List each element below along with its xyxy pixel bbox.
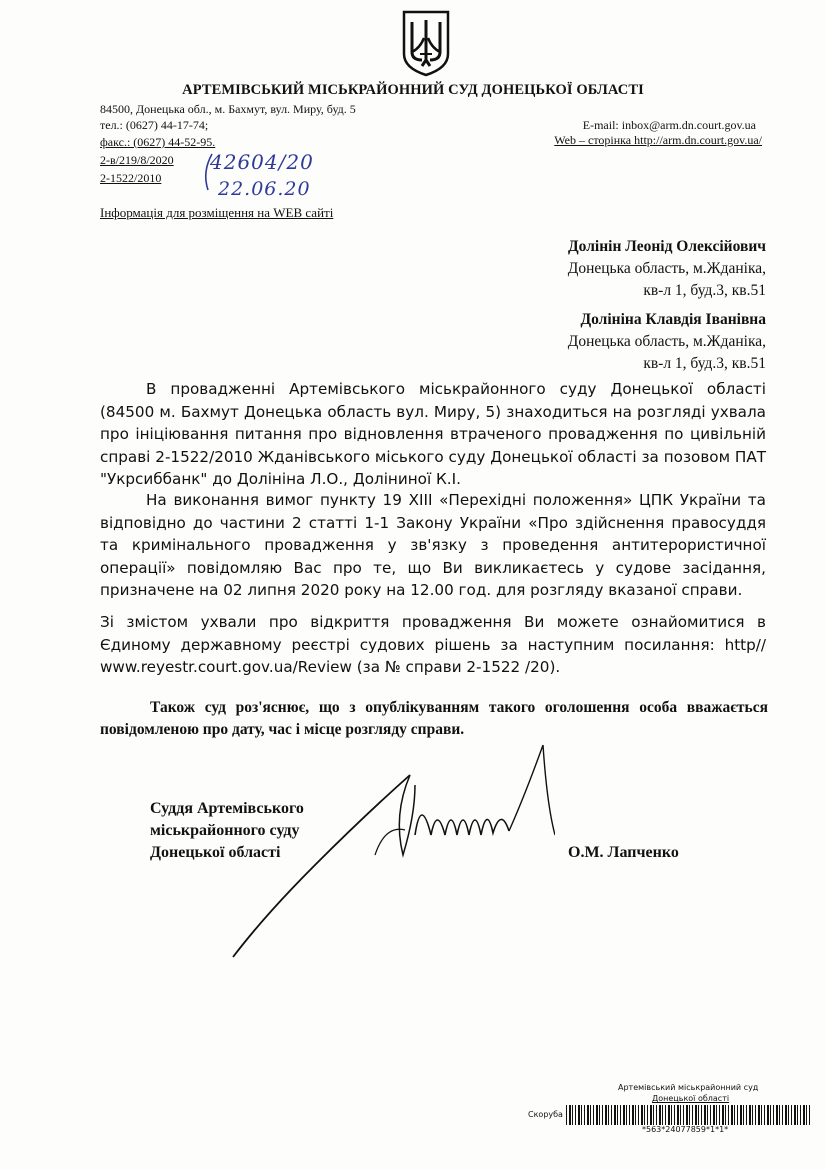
barcode bbox=[566, 1105, 810, 1125]
body-paragraph-3: Зі змістом ухвали про відкриття провадження Ви можете ознайомитися в Єдиному державному реєстрі судових рішень за наступним посилання: http// www.reyestr.court.gov.ua/Review (за № справи 2-1522 /20). bbox=[100, 613, 766, 676]
coat-of-arms-icon bbox=[400, 8, 452, 78]
court-phone: тел.: (0627) 44-17-74; bbox=[100, 118, 209, 132]
court-fax: факс.: (0627) 44-52-95. bbox=[100, 135, 216, 149]
stamp-court-line2: Донецької області bbox=[652, 1094, 730, 1103]
body-paragraph-1: В провадженні Артемівського міськрайонного суду Донецької області (84500 м. Бахмут Донецька область вул. Миру, 5) знаходиться на розгляді ухвала про ініціювання питання про відновлення втраченого провадження по цивільній справі 2-1522/2010 Жданівського міського суду Донецької області за позовом ПАТ "Укрсиббанк" до Долініна Л.О., Доліниної К.І. bbox=[100, 380, 766, 488]
recipient-1 bbox=[568, 236, 766, 302]
court-name: АРТЕМІВСЬКИЙ МІСЬКРАЙОННИЙ СУД ДОНЕЦЬКОЇ ОБЛАСТІ bbox=[182, 82, 644, 98]
signature-title-line3: Донецької області bbox=[150, 844, 281, 861]
info-note: Інформація для розміщення на WEB сайті bbox=[100, 205, 334, 220]
recipient-1-name: Долінін Леонід Олексійович bbox=[568, 238, 766, 255]
recipient-2-address-line2: кв-л 1, буд.3, кв.51 bbox=[643, 355, 766, 372]
handwritten-signature-icon bbox=[225, 735, 555, 965]
signature-title-line1: Суддя Артемівського bbox=[150, 800, 304, 817]
stamp-label: Скоруба bbox=[528, 1110, 563, 1119]
recipient-2 bbox=[568, 309, 766, 375]
signature-title-line2: міськрайонного суду bbox=[150, 822, 300, 839]
barcode-code: *563*24077859*1*1* bbox=[642, 1125, 729, 1134]
ref-number-2: 2-1522/2010 bbox=[100, 171, 162, 185]
handwritten-bracket-icon bbox=[198, 152, 218, 192]
court-web: Web – сторінка http://arm.dn.court.gov.ua/ bbox=[554, 133, 762, 147]
court-email: E-mail: inbox@arm.dn.court.gov.ua bbox=[582, 118, 756, 132]
handwritten-date: 22.06.20 bbox=[218, 178, 311, 200]
ref-number-1: 2-в/219/8/2020 bbox=[100, 153, 174, 167]
body-paragraph-2: На виконання вимог пункту 19 ХІІІ «Перехідні положення» ЦПК України та відповідно до частини 2 статті 1-1 Закону України «Про здійснення правосуддя та кримінального провадження у зв'язку з проведення антитерористичної операції» повідомляю Вас про те, що Ви викликаєтесь у судове засідання, призначене на 02 липня 2020 року на 12.00 год. для розгляду вказаної справи. bbox=[100, 491, 766, 599]
recipient-2-address-line1: Донецька область, м.Жданіка, bbox=[567, 333, 766, 350]
recipient-1-address-line1: Донецька область, м.Жданіка, bbox=[567, 260, 766, 277]
body-paragraph-4: Також суд роз'яснює, що з опублікуванням такого оголошення особа вважається повідомленою про дату, час і місце розгляду справи. bbox=[100, 699, 768, 738]
recipient-2-name: Долініна Клавдія Іванівна bbox=[580, 311, 766, 328]
handwritten-reg-number: 42604/20 bbox=[210, 150, 314, 174]
stamp-court-line1: Артемівський міськрайонний суд bbox=[618, 1083, 759, 1092]
judge-name: О.М. Лапченко bbox=[568, 844, 679, 861]
court-address: 84500, Донецька обл., м. Бахмут, вул. Миру, буд. 5 bbox=[100, 102, 356, 116]
recipient-1-address-line2: кв-л 1, буд.3, кв.51 bbox=[643, 282, 766, 299]
